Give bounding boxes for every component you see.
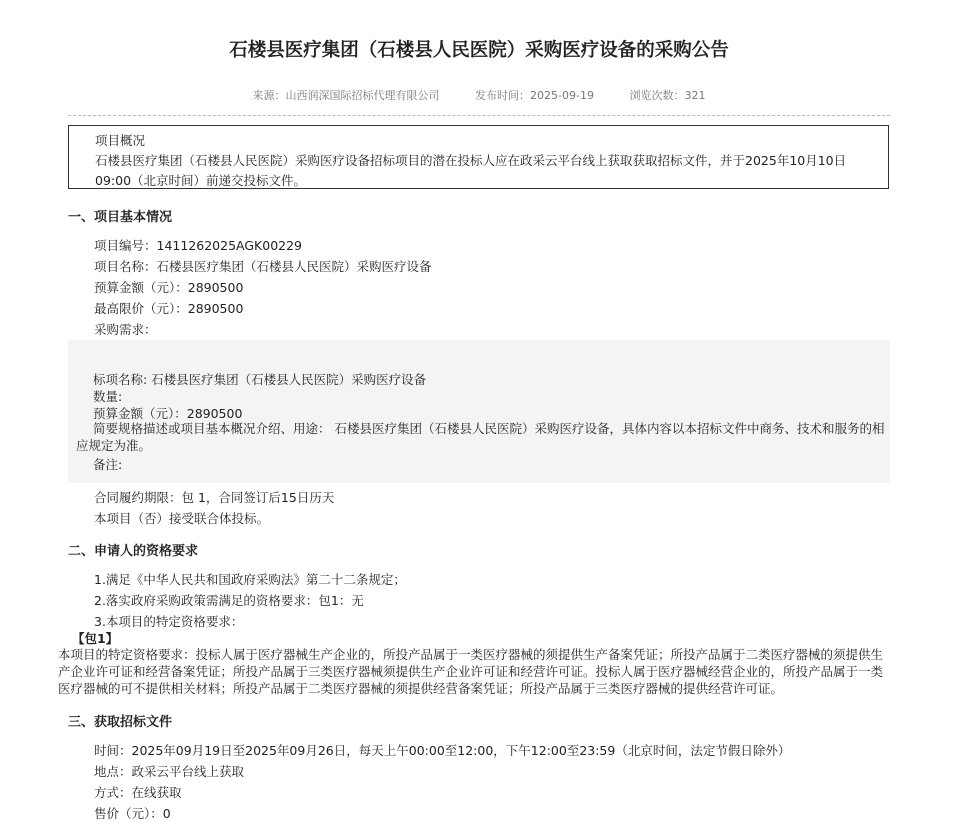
publish-time: 发布时间：2025-09-19 bbox=[475, 89, 594, 102]
demand-label: 采购需求： bbox=[94, 322, 157, 337]
view-count: 浏览次数：321 bbox=[629, 89, 706, 102]
item-name: 标项名称: 石楼县医疗集团（石楼县人民医院）采购医疗设备 bbox=[93, 372, 427, 387]
qualification-item-1: 1.满足《中华人民共和国政府采购法》第二十二条规定； bbox=[94, 572, 406, 587]
package-tag: 【包1】 bbox=[72, 631, 119, 646]
document-price: 售价（元）：0 bbox=[94, 806, 171, 821]
item-budget: 预算金额（元）：2890500 bbox=[93, 406, 243, 421]
qualification-item-2: 2.落实政府采购政策需满足的资格要求：包1：无 bbox=[94, 593, 364, 608]
overview-heading: 项目概况 bbox=[95, 133, 146, 148]
project-overview-box bbox=[68, 125, 889, 189]
contract-period: 合同履约期限：包 1，合同签订后15日历天 bbox=[94, 490, 335, 505]
obtain-method: 方式：在线获取 bbox=[94, 785, 182, 800]
page-title: 石楼县医疗集团（石楼县人民医院）采购医疗设备的采购公告 bbox=[229, 40, 729, 61]
qualification-item-3: 3.本项目的特定资格要求： bbox=[94, 614, 244, 629]
consortium-note: 本项目（否）接受联合体投标。 bbox=[94, 511, 270, 526]
obtain-place: 地点：政采云平台线上获取 bbox=[94, 764, 245, 779]
item-quantity: 数量: bbox=[93, 389, 123, 404]
item-description: 简要规格描述或项目基本概况介绍、用途： 石楼县医疗集团（石楼县人民医院）采购医疗设备，具体内容以本招标文件中商务、技术和服务的相应规定为准。 bbox=[76, 421, 885, 453]
section-heading-basic-info: 一、项目基本情况 bbox=[68, 210, 173, 225]
max-price: 最高限价（元）：2890500 bbox=[94, 301, 244, 316]
procurement-demand-box bbox=[68, 340, 890, 483]
project-number: 项目编号：1411262025AGK00229 bbox=[94, 238, 303, 253]
special-qualification-text: 本项目的特定资格要求：投标人属于医疗器械生产企业的，所投产品属于一类医疗器械的须提供生产备案凭证；所投产品属于二类医疗器械的须提供生产企业许可证和经营备案凭证；所投产品属于三类医疗器械须提供生产企业许可证和经营许可证。投标人属于医疗器械经营企业的，所投产品属于一类医疗器械的可不提供相关材料；所投产品属于二类医疗器械的须提供经营备案凭证；所投产品属于三类医疗器械的提供经营许可证。 bbox=[58, 647, 884, 696]
obtain-time: 时间：2025年09月19日至2025年09月26日，每天上午00:00至12:00，下午12:00至23:59（北京时间，法定节假日除外） bbox=[94, 743, 791, 758]
section-heading-obtain-documents: 三、获取招标文件 bbox=[68, 715, 173, 730]
overview-text: 石楼县医疗集团（石楼县人民医院）采购医疗设备招标项目的潜在投标人应在政采云平台线上获取获取招标文件，并于2025年10月10日 09:00（北京时间）前递交投标文件。 bbox=[95, 153, 847, 188]
project-name: 项目名称：石楼县医疗集团（石楼县人民医院）采购医疗设备 bbox=[94, 259, 432, 274]
item-remark: 备注: bbox=[93, 457, 123, 472]
article-meta bbox=[0, 87, 958, 103]
section-heading-qualifications: 二、申请人的资格要求 bbox=[68, 544, 199, 559]
budget-amount: 预算金额（元）：2890500 bbox=[94, 280, 244, 295]
source-label: 来源：山西润深国际招标代理有限公司 bbox=[252, 89, 440, 102]
divider bbox=[68, 115, 890, 116]
